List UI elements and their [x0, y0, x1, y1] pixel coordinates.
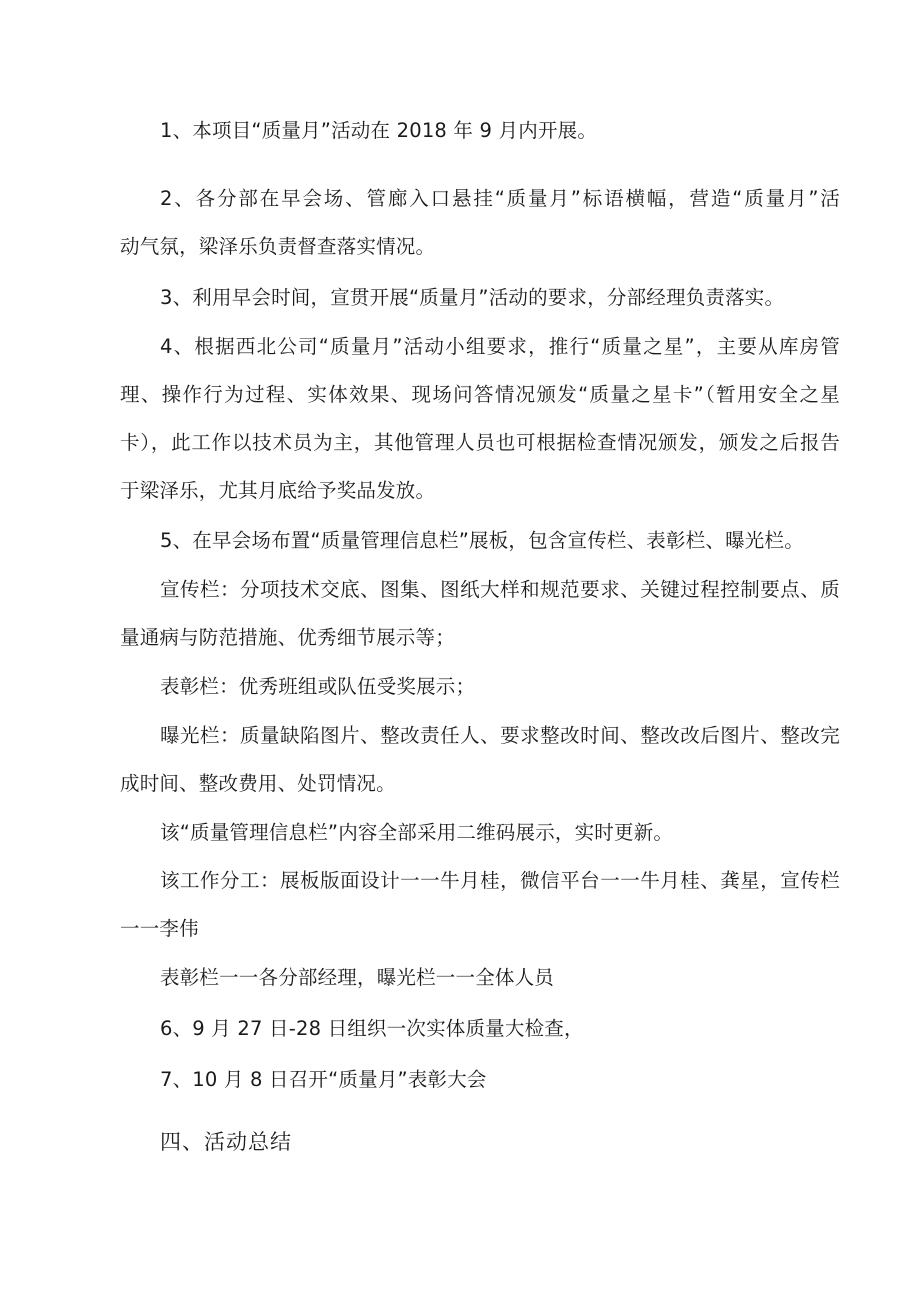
division-of-work-line-1: 该工作分工：展板版面设计一一牛月桂，微信平台一一牛月桂、龚星，宣传栏: [160, 869, 840, 892]
commendation-line: 表彰栏：优秀班组或队伍受奖展示；: [160, 675, 476, 698]
section-heading: 四、活动总结: [160, 1130, 292, 1154]
publicity-line-1: 宣传栏：分项技术交底、图集、图纸大样和规范要求、关键过程控制要点、质: [160, 578, 840, 601]
division-of-work-line-2: 一一李伟: [120, 917, 199, 940]
paragraph-4-line-3: 卡），此工作以技术员为主，其他管理人员也可根据检查情况颁发，颁发之后报告: [120, 431, 840, 454]
publicity-line-2: 量通病与防范措施、优秀细节展示等；: [120, 626, 455, 649]
paragraph-6-line-1: 6、9 月 27 日-28 日组织一次实体质量大检查，: [160, 1017, 584, 1040]
paragraph-4-line-1: 4、根据西北公司“质量月”活动小组要求，推行“质量之星”，主要从库房管: [160, 335, 840, 358]
qr-code-line: 该“质量管理信息栏”内容全部采用二维码展示，实时更新。: [160, 821, 674, 844]
paragraph-3-line-1: 3、利用早会时间，宣贯开展“质量月”活动的要求，分部经理负责落实。: [160, 286, 785, 309]
commendation-assignment-line: 表彰栏一一各分部经理，曝光栏一一全体人员: [160, 966, 555, 989]
paragraph-4-line-4: 于梁泽乐，尤其月底给予奖品发放。: [120, 479, 436, 502]
paragraph-2-line-2: 动气氛，梁泽乐负责督查落实情况。: [120, 235, 436, 258]
paragraph-4-line-2: 理、操作行为过程、实体效果、现场问答情况颁发“质量之星卡”（暂用安全之星: [120, 383, 840, 406]
paragraph-5-line-1: 5、在早会场布置“质量管理信息栏”展板，包含宣传栏、表彰栏、曝光栏。: [160, 529, 804, 552]
exposure-line-1: 曝光栏：质量缺陷图片、整改责任人、要求整改时间、整改改后图片、整改完: [160, 724, 840, 747]
paragraph-7-line-1: 7、10 月 8 日召开“质量月”表彰大会: [160, 1068, 487, 1091]
paragraph-1-line-1: 1、本项目“质量月”活动在 2018 年 9 月内开展。: [160, 119, 598, 142]
exposure-line-2: 成时间、整改费用、处罚情况。: [120, 772, 396, 795]
paragraph-2-line-1: 2、各分部在早会场、管廊入口悬挂“质量月”标语横幅，营造“质量月”活: [160, 187, 840, 210]
